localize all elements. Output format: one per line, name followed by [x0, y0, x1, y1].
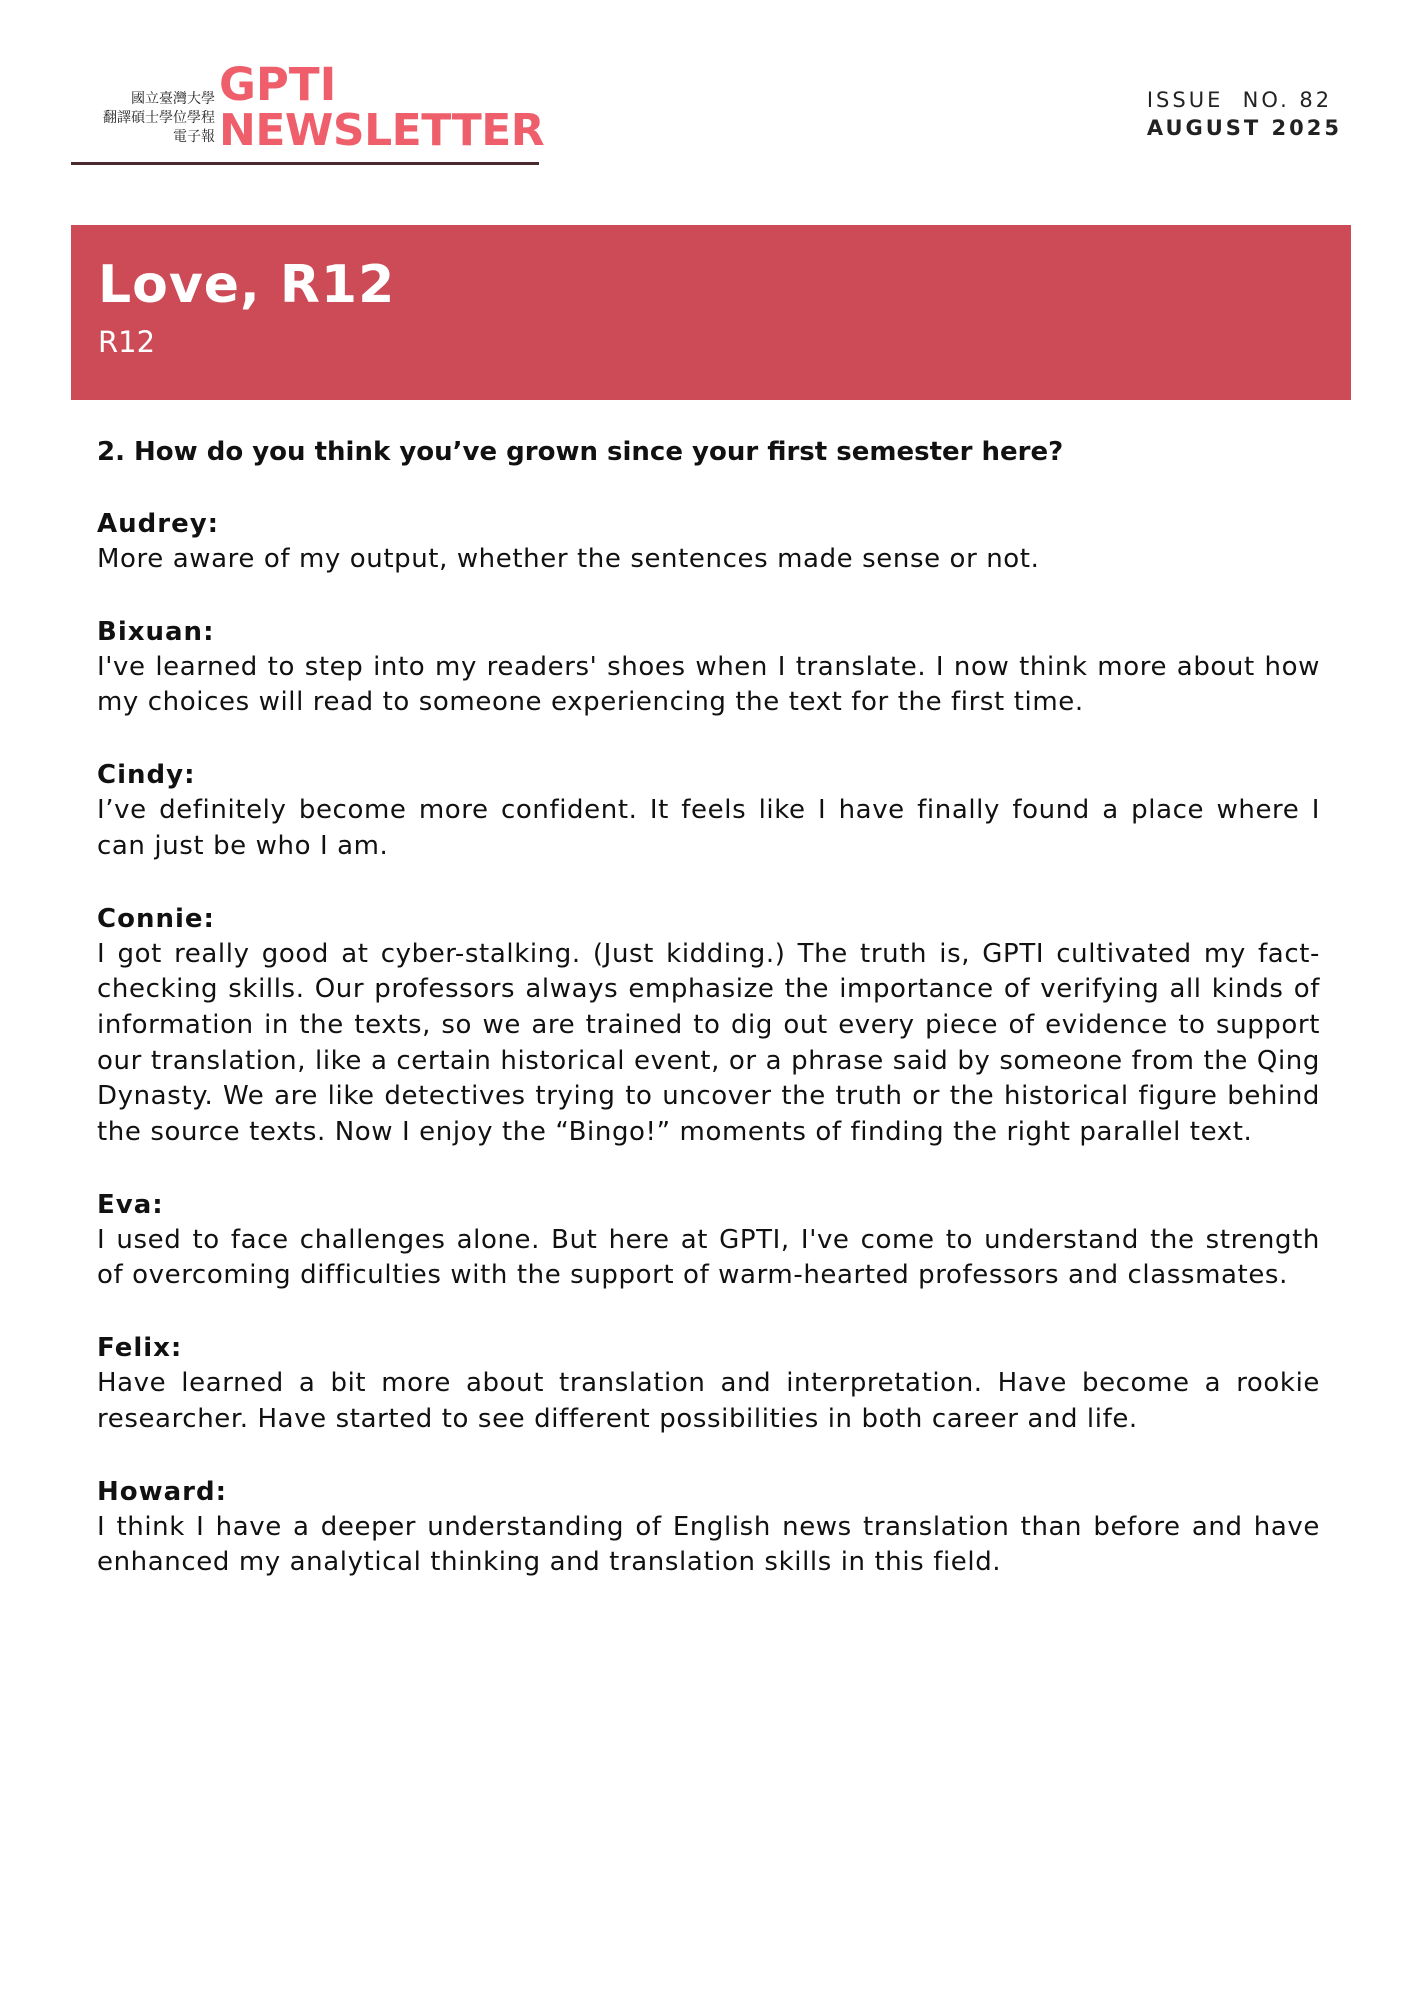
answer-text: I used to face challenges alone. But here at GPTI, I've come to understand the strength of overcoming difficulties with the support of warm-hearted professors and classmates.	[97, 1224, 1320, 1291]
answer-text: I’ve definitely become more confident. It feels like I have finally found a place where I can just be who I am.	[97, 795, 1320, 861]
article-body	[97, 434, 1320, 1617]
answer-text: I got really good at cyber-stalking. (Just kidding.) The truth is, GPTI cultivated my fact-checking skills. Our professors always emphasize the importance of verifying all kinds of information in the texts, so we are trained to dig out every piece of evidence to support our translation, like a certain historical event, or a phrase said by someone from the Qing Dynasty. We are like detectives trying to uncover the truth or the historical figure behind the source texts. Now I enjoy the “Bingo!” moments of finding the right parallel text.	[97, 938, 1320, 1148]
newsletter-masthead	[71, 58, 545, 166]
answer-text: I've learned to step into my readers' shoes when I translate. I now think more about how my choices will read to someone experiencing the text for the first time.	[97, 651, 1320, 718]
university-program-name	[71, 90, 215, 147]
issue-date: AUGUST 2025	[1146, 116, 1342, 140]
article-subtitle: R12	[98, 325, 156, 359]
answer-block	[97, 1187, 1320, 1294]
answer-text: I think I have a deeper understanding of English news translation than before and have enhanced my analytical thinking and translation skills in this field.	[97, 1511, 1320, 1578]
answer-block	[97, 901, 1320, 1151]
newsletter-logo-title	[219, 58, 545, 156]
article-banner	[71, 225, 1351, 400]
answer-block	[97, 614, 1320, 721]
answer-speaker: Connie:	[97, 903, 215, 934]
answer-speaker: Felix:	[97, 1333, 183, 1364]
chinese-line-1: 國立臺灣大學	[131, 91, 215, 107]
answer-speaker: Bixuan:	[97, 616, 215, 647]
answer-speaker: Audrey:	[97, 509, 220, 539]
answer-speaker: Eva:	[97, 1189, 164, 1220]
answer-block	[97, 506, 1320, 578]
issue-number: ISSUE NO. 82	[1146, 88, 1333, 112]
article-title: Love, R12	[98, 255, 396, 315]
answer-speaker: Howard:	[97, 1476, 228, 1507]
answer-text: Have learned a bit more about translation and interpretation. Have become a rookie researcher. Have started to see different possibilities in both career and life.	[97, 1368, 1320, 1434]
masthead-divider	[71, 162, 539, 165]
chinese-line-3: 電子報	[173, 129, 215, 145]
answer-speaker: Cindy:	[97, 760, 196, 791]
interview-question: 2. How do you think you’ve grown since your first semester here?	[97, 437, 1064, 467]
answer-block	[97, 757, 1320, 864]
logo-line-gpti: GPTI	[219, 58, 337, 111]
answer-block	[97, 1330, 1320, 1437]
answer-text: More aware of my output, whether the sentences made sense or not.	[97, 544, 1040, 574]
logo-line-newsletter: NEWSLETTER	[219, 105, 545, 156]
issue-info	[1147, 86, 1342, 142]
chinese-line-2: 翻譯碩士學位學程	[103, 110, 215, 126]
answer-block	[97, 1474, 1320, 1581]
